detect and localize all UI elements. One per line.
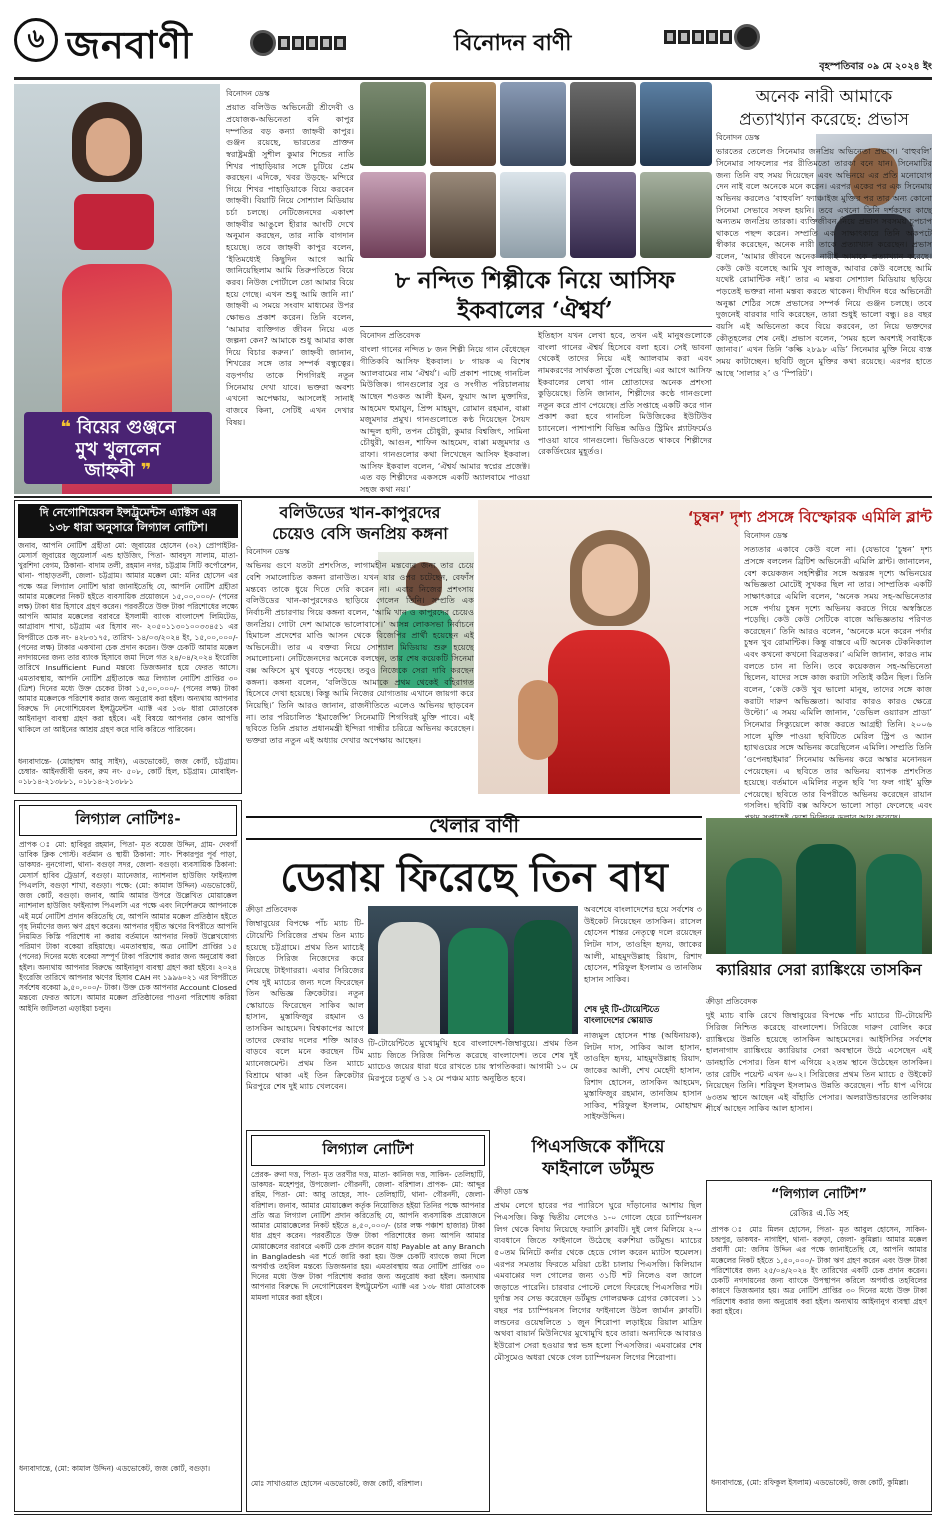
legal-notice-registered-title: “লিগ্যাল নোটিশ” xyxy=(770,1187,868,1202)
emily-headline: ‘চুম্বন’ দৃশ্য প্রসঙ্গে বিস্ফোরক এমিলি ব্লান্ট xyxy=(687,508,932,526)
film-reel-icon xyxy=(250,30,276,56)
psg-body: প্রথম লেগে হারের পর প্যারিসে ঘুরে দাঁড়ানোর আশায় ছিল পিএসজি। কিন্তু দ্বিতীয় লেগেও ১-০ গোলে হেরে চ্যাম্পিয়নস লিগ থেকে বিদায় নিয়েছে ফরাসি ক্লাবটি। দুই লেগ মিলিয়ে ২-০ ব্যবধানে জিতে ফাইনালে উঠেছে বরুশিয়া ডর্টমুন্ড। ম্যাচের ৫০তম মিনিটে কর্নার থেকে হেডে গোল করেন ম্যাটস হুমেলস। এরপর সমতায় ফিরতে মরিয়া চেষ্টা চালায় পিএসজি। কিলিয়ান এমবাপ্পের দল গোলের জন্য ৩১টি শট নিলেও বল জালে জড়াতে পারেনি। চারবার পোস্টে লেগে ফিরেছে পিএসজির শট। দুর্দান্ত সব সেভ করেছেন ডর্টমুন্ড গোলরক্ষক গ্রেগর কোবেল। ১১ বছর পর চ্যাম্পিয়নস লিগের ফাইনালে উঠল জার্মান ক্লাবটি। লন্ডনের ওয়েম্বলিতে ১ জুন শিরোপা লড়াইয়ে রিয়াল মাদ্রিদ অথবা বায়ার্ন মিউনিখের মুখোমুখি হবে তারা। অন্যদিকে আবারও ইউরোপ সেরা হওয়ার স্বপ্ন ভঙ্গ হলো পিএসজির। এমবাপ্পের শেষ মৌসুমেও অধরা থেকে গেল চ্যাম্পিয়নস লিগের শিরোপা। xyxy=(494,1200,702,1362)
kangana-body: অভিনয় গুণে যতটা প্রশংসিত, লাগামহীন মন্তব্যের জন্য তার চেয়ে বেশি সমালোচিত কঙ্গনা রানাউত। যখন যার ওপর চটেছেন, বেফাঁস মন্তব্যে তাকে ধুয়ে দিতে দেরি করেন না। এবার নিজের প্রশংসায় বলিউডের খান-কাপুরদেরও ছাড়িয়ে গেলেন তিনি। সম্প্রতি এক নির্বাচনী প্রচারণায় গিয়ে কঙ্গনা বলেন, ‘আমি খান ও কাপুরদের চেয়েও জনপ্রিয়। গোটা দেশ আমাকে ভালোবাসে।’ আসন্ন লোকসভা নির্বাচনে হিমাচল প্রদেশের মাণ্ডি আসন থেকে বিজেপির প্রার্থী হয়েছেন এই অভিনেত্রী। তার এ বক্তব্য নিয়ে সোশ্যাল মিডিয়ায় শুরু হয়েছে সমালোচনা। নেটিজেনদের অনেকে বলছেন, তার শেষ কয়েকটি সিনেমা বক্স অফিসে মুখ থুবড়ে পড়েছে। তবুও নিজেকে সেরা দাবি করছেন কঙ্গনা। কঙ্গনা বলেন, ‘বলিউডে আমাকে প্রথম থেকেই বহিরাগত হিসেবে দেখা হয়েছে। কিন্তু আমি নিজের যোগ্যতায় এখানে জায়গা করে নিয়েছি।’ তিনি আরও জানান, রাজনীতিতে এলেও অভিনয় ছাড়বেন না। তার পরিচালিত ‘ইমার্জেন্সি’ সিনেমাটি শিগগিরই মুক্তি পাবে। এই ছবিতে তিনি প্রয়াত প্রধানমন্ত্রী ইন্দিরা গান্ধীর চরিত্রে অভিনয় করেছেন। ভক্তরা তার নতুন এই অধ্যায় দেখার অপেক্ষায় আছেন। xyxy=(246,560,474,745)
legal-notice-138 xyxy=(14,500,242,794)
artist-photo xyxy=(570,172,636,258)
squad-title: শেষ দুই টি-টোয়েন্টিতে বাংলাদেশের স্কোয়াড xyxy=(584,1004,660,1026)
legal-notice-cheque-body: প্রেরক- রুনা দত্ত, পিতা- মৃত তরণীর দত্ত, মাতা- কানিজ দত্ত, সাকিন- তেলিহাটি, ডাকঘর- মহেশপুর, উপজেলা- গৌরনদী, জেলা- বরিশাল। প্রাপক- মো: আব্দুর রহিম, পিতা- মো: আবু তাহের, সাং- তেলিহাটি, থানা- গৌরনদী, জেলা- বরিশাল। জনাব, আমার মোয়াক্কেল কর্তৃক নিয়োজিত হইয়া তিনির পক্ষে আপনার প্রতি অত্র লিগ্যাল নোটিশ প্রদান করিতেছি যে, আপনি ব্যবসায়িক প্রয়োজনে আমার মোয়াক্কেলের নিকট হইতে ৪,৫০,০০০/- (চার লক্ষ পঞ্চাশ হাজার) টাকা ধার গ্রহণ করেন। পরবর্তীতে উক্ত টাকা পরিশোধের জন্য আপনি আমার মোয়াক্কেলের বরাবরে একটি চেক প্রদান করেন যাহা Payable at any Branch in Bangladesh এর শর্তে জারি করা হয়। উক্ত চেকটি ব্যাংকে জমা দিলে অপর্যাপ্ত তহবিল মন্তব্যে ডিজঅনার হয়। এমতাবস্থায় অত্র নোটিশ প্রাপ্তির ৩০ দিনের মধ্যে উক্ত টাকা পরিশোধ করার জন্য অনুরোধ করা হইল। অন্যথায় আপনার বিরুদ্ধে দি নেগোশিয়েবল ইন্সট্রুমেন্টস এ্যাক্ট এর ১৩৮ ধারা মোতাবেক মামলা দায়ের করা হইবে। xyxy=(251,1170,485,1302)
brand-logo: জনবাণী xyxy=(66,22,193,67)
legal-notice-registered xyxy=(706,1180,932,1512)
asif-col1: বিনোদন প্রতিবেদক বাংলা গানের নন্দিত ৮ জন শিল্পী নিয়ে গান বেঁধেছেন গীতিকবি আসিফ ইকবাল। ৮ গায়ক এ বিশেষ অ্যালবামের নাম ‘ঐশ্বর্য’। এটি প্রকাশ পাচ্ছে গানচিল মিউজিক। গানগুলোর সুর ও সংগীত পরিচালনায় আছেন শওকত আলী ইমন, ফুয়াদ আল মুক্তাদির, আহমেদ হুমায়ুন, প্রিন্স মাহমুদ, রোমান রহমান, বাপ্পা মজুমদার প্রমুখ। গানগুলোতে কণ্ঠ দিয়েছেন সৈয়দ আব্দুল হাদী, তপন চৌধুরী, কুমার বিশ্বজিৎ, সামিনা চৌধুরী, আগুন, শাফিন আহমেদ, বাপ্পা মজুমদার ও রাফা। গানগুলোর কথা লিখেছেন আসিফ ইকবাল। আসিফ ইকবাল বলেন, ‘ঐশ্বর্য আমার স্বপ্নের প্রজেক্ট। এত বড় শিল্পীদের একসঙ্গে একটি অ্যালবামে পাওয়া সহজ কথা নয়।’ xyxy=(360,331,530,495)
jahnvi-body: প্রয়াত বলিউড অভিনেত্রী শ্রীদেবী ও প্রযোজক-অভিনেতা বনি কাপুর দম্পতির বড় কন্যা জাহ্নবী কাপুর। গুঞ্জন রয়েছে, ভারতের প্রাক্তন স্বরাষ্ট্রমন্ত্রী সুশীল কুমার শিন্ডের নাতি শিখর পাহাড়িয়ার সঙ্গে চুটিয়ে প্রেম করছেন। এদিকে, খবর উড়ছে- মন্দিরে গিয়ে শিখর পাহাড়িয়াকে বিয়ে করবেন জাহ্নবী। বিয়াটি নিয়ে সোশ্যাল মিডিয়ায় চর্চা চলছে। নেটিজেনদের একাংশ জাহ্নবীর আঙুলে হীরার আংটি দেখে অনুমান করছেন, তার নাকি বাগদান হয়েছে। তবে জাহ্নবী কাপুর বলেন, ‘ইতিমধ্যেই কিছুদিন আগে আমি জানিয়েছিলাম আমি তিরুপতিতে বিয়ে করব। নিউজ পোর্টালে তো আমার বিয়ে হয়ে গেছে। এখন শুধু আমি জানি না।’ জাহ্নবী এ সময়ে সংবাদ মাধ্যমের উপর ক্ষোভও প্রকাশ করেন। তিনি বলেন, ‘আমার ব্যক্তিগত জীবন নিয়ে এত জল্পনা কেন? আমাকে শুধু আমার কাজ দিয়ে বিচার করুন।’ জাহ্নবী জানান, শিখরের সঙ্গে তার সম্পর্ক বন্ধুত্বের। বড়পর্দায় তাকে শিগগিরই নতুন সিনেমায় দেখা যাবে। ভক্তরা অবশ্য এখনো অপেক্ষায়, আসলেই সানাই বাজবে কিনা, সেটিই এখন দেখার বিষয়। xyxy=(226,102,354,427)
legal-notice-138-title: দি নেগোশিয়েবল ইন্সট্রুমেন্টস এ্যাক্টস এর ১৩৮ ধারা অনুসারে লিগ্যাল নোটিশ। xyxy=(18,504,238,538)
emily-body: সত্যতার একাবে কেউ বলে না। (যেভাবে ‘চুম্বন’ দৃশ্য প্রসঙ্গে বললেন ব্রিটিশ অভিনেত্রী এমিলি ব্লান্ট। জানালেন, বেশ কয়েকজন সহশিল্পীর সঙ্গে অন্তরঙ্গ দৃশ্যে অভিনয়ের অভিজ্ঞতা মোটেই সুখকর ছিল না তার। সাম্প্রতিক একটি সাক্ষাৎকারে এমিলি বলেন, ‘অনেক সময় সহ-অভিনেতার সঙ্গে পর্দায় চুম্বন দৃশ্যে অভিনয় করতে গিয়ে অস্বস্তিতে পড়েছি। কেউ কেউ সেটিকে বাজে অভিজ্ঞতায় পরিণত করেছেন।’ তিনি আরও বলেন, ‘অনেকে মনে করেন পর্দার চুম্বন খুব রোমান্টিক। কিন্তু বাস্তবে এটি অনেক টেকনিক্যাল এবং কখনো কখনো বিব্রতকর।’ এমিলি জানান, কারও নাম বলতে চান না তিনি। তবে কয়েকজন সহ-অভিনেতা ছিলেন, যাদের সঙ্গে কাজ করাটা সত্যিই কঠিন ছিল। তিনি বলেন, ‘কেউ কেউ খুব ভালো মানুষ, তাদের সঙ্গে কাজ করাটা দারুণ অভিজ্ঞতা। আবার কারও কারও ক্ষেত্রে উল্টো।’ এ সময় এমিলি জানান, ‘ডেভিল ওয়্যারস প্রাডা’ সিনেমার সিক্যুয়েলে কাজ করতে আগ্রহী তিনি। ২০০৬ সালে মুক্তি পাওয়া ছবিটিতে মেরিল স্ট্রিপ ও অ্যান হ্যাথওয়ের সঙ্গে অভিনয় করেছিলেন এমিলি। সম্প্রতি তিনি ‘ওপেনহাইমার’ সিনেমায় অভিনয় করে অস্কার মনোনয়ন পেয়েছেন। এ ছবিতে তার অভিনয় ব্যাপক প্রশংসিত হয়েছে। বর্তমানে এমিলির নতুন ছবি ‘দ্য ফল গাই’ মুক্তি পেয়েছে। ছবিতে তার বিপরীতে অভিনয় করেছেন রায়ান গসলিং। ছবিটি বক্স অফিসে ভালো সাড়া ফেলেছে এবং xyxy=(744,544,932,811)
artist-photo xyxy=(360,172,426,258)
asif-col2: ইতিহাস যখন লেখা হবে, তখন এই মানুষগুলোকে বাংলা গানের ঐশ্বর্য হিসেবে বলা হবে। সেই ভাবনা থেকেই তাদের নিয়ে এই অ্যালবাম করা এবং নামকরণের সার্থকতা খুঁজে পেয়েছি। এর আগে আসিফ ইকবালের লেখা গান শ্রোতাদের অনেক প্রশংসা কুড়িয়েছে। তিনি জানান, শিল্পীদের কণ্ঠে গানগুলো নতুন করে প্রাণ পেয়েছে। প্রতি সপ্তাহে একটি করে গান প্রকাশ করা হবে গানচিল মিউজিকের ইউটিউব চ্যানেলে। পাশাপাশি বিভিন্ন অডিও স্ট্রিমিং প্ল্যাটফর্মেও পাওয়া যাবে গানগুলো। ভিডিওতে থাকবে শিল্পীদের রেকর্ডিংয়ের মুহূর্তও। xyxy=(538,330,712,457)
artist-photo xyxy=(430,172,496,258)
asif-rule xyxy=(360,326,712,327)
jahnvi-caption-box: ❝ বিয়ের গুঞ্জনে মুখ খুললেন জাহ্নবী ❞ xyxy=(24,412,212,484)
sports-col2: টি-টোয়েন্টিতে মুখোমুখি হবে বাংলাদেশ-জিম্বাবুয়ে। প্রথম তিন ম্যাচ জিতে সিরিজ নিশ্চিত করেছে বাংলাদেশ। তবে শেষ দুই ম্যাচেও জয়ের ধারা ধরে রাখতে চায় স্বাগতিকরা। আগামী ১০ মে মিরপুরে চতুর্থ ও ১২ মে পঞ্চম ম্যাচ অনুষ্ঠিত হবে। xyxy=(368,1038,578,1083)
legal-notice-nhf-body: প্রাপক ঃ মো: হাবিবুর রহমান, পিতা- মৃত বয়েজ উদ্দিন, গ্রাম- দেবগাঁ ডাবিক ক্লিক পোস্ট। বর্তমান ও স্থায়ী ঠিকানা: সাং- শিকারপুর পূর্ব পাড়া, ডাকঘর- নুনগোলা, থানা- বগুড়া সদর, জেলা- বগুড়া। ব্যবসায়িক ঠিকানা: মেসার্স হাবিব ট্রেডার্স, বগুড়া। ম্যানেজার, ন্যাশনাল হাউজিং ফাইন্যান্স পিএলসি, বগুড়া শাখা, বগুড়া। পক্ষে: (মো: কামাল উদ্দিন) এডভোকেট, জজ কোর্ট, বগুড়া। জনাব, আমি আমার উপরে উল্লেখিত মোয়াক্কেল ন্যাশনাল হাউজিং ফাইন্যান্স পিএলসি এর পক্ষে এবং নির্দেশক্রমে আপনাকে এই মর্মে নোটিশ প্রদান করিতেছি যে, আপনি আমার মক্কেল প্রতিষ্ঠান হইতে গৃহ নির্মাণের জন্য ঋণ গ্রহণ করেন। আপনার গৃহীত ঋণের বিপরীতে আপনি নিয়মিত কিস্তি পরিশোধ না করায় বর্তমানে আপনার নিকট উল্লেখযোগ্য পরিমাণ টাকা বকেয়া রহিয়াছে। এমতাবস্থায়, অত্র নোটিশ প্রাপ্তির ১৫ (পনের) দিনের মধ্যে বকেয়া সম্পূর্ণ টাকা পরিশোধ করার জন্য অনুরোধ করা হইল। অন্যথায় আপনার বিরুদ্ধে আইনানুগ ব্যবস্থা গ্রহণ করা হইবে। ২০২৪ ইংরেজি তারিখে আপনার ঋণের হিসাব CAH নং ১৯৯৬০২১ এর বিপরীতে সর্বশেষ বকেয়া ৯,৫০,০০০/- টাকা। উক্ত চেক আপনার Account Closed মন্তব্যে ফেরত আসে। আমার মক্কেল প্রতিষ্ঠানের পাওনা পরিশোধ করিয়া আইনি জটিলতা এড়াইয়া চলুন। xyxy=(19,840,237,1013)
artist-photo xyxy=(640,172,712,258)
prabhas-article xyxy=(716,132,932,494)
kangana-article xyxy=(246,546,474,794)
issue-date: বৃহস্পতিবার ০৯ মে ২০২৪ ইং xyxy=(819,61,932,72)
section-title: বিনোদন বাণী xyxy=(454,31,572,56)
taskin-body: দুই ম্যাচ বাকি রেখে জিম্বাবুয়ের বিপক্ষে পাঁচ ম্যাচের টি-টোয়েন্টি সিরিজ নিশ্চিত করেছে বাংলাদেশ। সিরিজে দারুণ বোলিং করে র‌্যাঙ্কিংয়ে উন্নতি হয়েছে তাসকিন আহমেদের। আইসিসির সর্বশেষ হালনাগাদ র‌্যাঙ্কিংয়ে ক্যারিয়ার সেরা অবস্থানে উঠে এসেছেন এই ডানহাতি পেসার। তিন ধাপ এগিয়ে ২২তম স্থানে উঠেছেন তাসকিন। তার রেটিং পয়েন্ট এখন ৬০২। সিরিজের প্রথম তিন ম্যাচে ৫ উইকেট নিয়েছেন তিনি। শরিফুল ইসলামও উন্নতি করেছেন। পাঁচ ধাপ এগিয়ে ৬৩তম স্থানে আছেন এই বাঁহাতি পেসার। অলরাউন্ডারদের তালিকায় শীর্ষে আছেন সাকিব আল হাসান। xyxy=(706,1010,932,1114)
masthead xyxy=(14,12,932,74)
row1-rule xyxy=(14,496,932,498)
prabhas-headline: অনেক নারী আমাকে প্রত্যাখ্যান করেছে: প্রভাস xyxy=(739,87,909,130)
film-reel-icon xyxy=(734,24,760,50)
sports-byline: ক্রীড়া প্রতিবেদক xyxy=(246,905,298,914)
emily-byline: বিনোদন ডেস্ক xyxy=(744,531,788,540)
kangana-byline: বিনোদন ডেস্ক xyxy=(246,547,290,556)
prabhas-byline: বিনোদন ডেস্ক xyxy=(716,133,760,142)
psg-byline: ক্রীড়া ডেস্ক xyxy=(494,1187,529,1196)
legal-notice-nhf xyxy=(14,800,242,1512)
legal-notice-registered-subtitle: রেজিঃ এ.ডি সহ xyxy=(789,1209,849,1219)
page-number-badge xyxy=(14,18,58,62)
sports-main-headline: ডেরায় ফিরেছে তিন বাঘ xyxy=(280,854,668,901)
sports-banner: খেলার বাণী xyxy=(246,816,702,840)
legal-notice-138-body: জনাব, আপনি নোটিশ গ্রহীতা মো: জুবায়ের হোসেন (৩২) প্রোপাইটর- মেসার্স জুবায়ের জুয়েলার্স এন্ড হাউজিং, পিতা- আবদুস সালাম, মাতা- খুরশিদা বেগম, ঠিকানা- বাদাম তলী, রহমান নগর, চট্টগ্রাম সিটি কর্পোরেশন, থানা- পাহাড়তলী, জেলা- চট্টগ্রাম। আমার মক্কেল মো: মনির হোসেন এর পক্ষে অত্র লিগ্যাল নোটিশ দ্বারা জানাইতেছি যে, আপনি নোটিশ গ্রহীতা আমার মক্কেলের নিকট হইতে ব্যবসায়িক প্রয়োজনে ১৫,০০,০০০/- (পনের লক্ষ) টাকা ধার হিসাবে গ্রহণ করেন। পরবর্তীতে উক্ত টাকা পরিশোধের লক্ষ্যে আপনি আমার মক্কেলের বরাবরে ইসলামী ব্যাংক বাংলাদেশ লিমিটেড, আগ্রাবাদ শাখা, চট্টগ্রাম এর হিসাব নং- ২০৫০১১৩০১০০৩৩৪৫১ এর বিপরীতে চেক নং- ৪২৮৩১৭৫, তারিখ- ১৪/০৩/২০২৪ ইং, ১৫,০০,০০০/- (পনের লক্ষ) টাকার একখানা চেক প্রদান করেন। উক্ত চেকটি আমার মক্কেল নগদায়নের জন্য তার ব্যাংক হিসাবে জমা দিলে গত ২৪/০৪/২০২৪ ইংরেজি তারিখে Insufficient Fund মন্তব্যে ডিজঅনার হয়ে ফেরত আসে। এমতাবস্থায়, আপনি নোটিশ গ্রহীতাকে অত্র লিগ্যাল নোটিশ প্রাপ্তির ৩০ (ত্রিশ) দিনের মধ্যে উক্ত চেকের টাকা ১৫,০০,০০০/- (পনের লক্ষ) টাকা আমার মক্কেলকে পরিশোধ করার জন্য অনুরোধ করা হইল। অন্যথায় আপনার বিরুদ্ধে দি নেগোশিয়েবল ইন্সট্রুমেন্টস এ্যাক্ট এর ১৩৮ ধারা মোতাবেক আইনানুগ ব্যবস্থা গ্রহণ করা হইবে। এই বিষয়ে আপনার কোন আপত্তি থাকিলে তা আইনের আশ্রয় গ্রহণ করে দাবি করিতে পারিবেন। xyxy=(18,540,238,734)
jahnvi-article xyxy=(226,88,354,494)
filmstrip-left-icon xyxy=(250,30,346,56)
artist-photo xyxy=(360,82,426,166)
squad-list: নাজমুল হোসেন শান্ত (অধিনায়ক), লিটন দাস, সাকিব আল হাসান, তাওহিদ হৃদয়, মাহমুদউল্লাহ রিয়াদ, জাকের আলী, শেখ মেহেদী হাসান, রিশাদ হোসেন, তাসকিন আহমেদ, মুস্তাফিজুর রহমান, তানজিম হাসান সাকিব, শরিফুল ইসলাম, মোহাম্মদ সাইফউদ্দিন। xyxy=(584,1030,702,1122)
quote-open-icon: ❝ xyxy=(60,417,78,438)
artist-photo xyxy=(500,82,566,166)
legal-notice-nhf-footer: ধন্যবাদান্তে, (মো: কামাল উদ্দিন) এডভোকেট, জজ কোর্ট, বগুড়া। xyxy=(19,1464,210,1473)
kangana-headline: বলিউডের খান-কাপুরদের চেয়েও বেসি জনপ্রিয় কঙ্গনা xyxy=(272,503,448,544)
quote-close-icon: ❞ xyxy=(134,460,152,482)
page-number: ৬ xyxy=(27,24,45,54)
artist-photo xyxy=(570,82,636,166)
legal-notice-nhf-title: লিগ্যাল নোটিশঃ- xyxy=(19,805,237,836)
artist-photo xyxy=(500,172,566,258)
legal-notice-cheque xyxy=(246,1130,490,1512)
psg-headline: পিএসজিকে কাঁদিয়ে ফাইনালে ডর্টমুন্ড xyxy=(531,1137,665,1180)
masthead-rule xyxy=(14,77,932,80)
prabhas-body: ভারতের তেলেগু সিনেমার জনপ্রিয় অভিনেতা প্রভাস। ‘বাহুবলি’ সিনেমার সাফল্যের পর রীতিমতো তারকা বনে যান। সিনেমাটির জন্য তিনি বহু সময় দিয়েছেন এবং অভিনয়ে এর প্রতি মনোযোগ দেন নাই বলে অনেকে মনে করেন। এরপর একের পর এক সিনেমায় অভিনয় করলেও ‘বাহুবলি’ ফ্যাঞ্চাইজ মুক্তির পর তার অন্য কোনো সিনেমা সেভাবে সফল হয়নি। তবে এখনো তিনি দর্শকদের কাছে অন্যতম জনপ্রিয় তারকা। ব্যক্তিজীবন নিয়ে প্রভাস সবসময় চুপচাপ থাকতে পছন্দ করেন। সম্প্রতি এক সাক্ষাৎকারে তিনি অকপটে স্বীকার করেছেন, অনেক নারী তাকে প্রত্যাখ্যান করেছেন। প্রভাস বলেন, ‘আমার জীবনে অনেক নারীই আমাকে প্রত্যাখ্যান করেছে। কেউ কেউ বলেছে আমি খুব লাজুক, আবার কেউ বলেছে আমি যথেষ্ট রোমান্টিক নই।’ তার এ মন্তব্য সোশ্যাল মিডিয়ায় ছড়িয়ে পড়তেই ভক্তরা নানা মন্তব্য করতে থাকেন। দীর্ঘদিন ধরে অভিনেত্রী অনুষ্কা শেঠির সঙ্গে প্রভাসের সম্পর্ক নিয়ে গুঞ্জন চলছে। তবে দুজনেই বারবার দাবি করেছেন, তারা শুধুই ভালো বন্ধু। ৪৪ বছর বয়সি এই অভিনেতা কবে বিয়ে করবেন, তা নিয়ে ভক্তদের কৌতূহলের শেষ নেই। প্রভাস বলেন, ‘সময় হলে অবশ্যই সবাইকে জানাব।’ এখন তিনি ‘কল্কি ২৮৯৮ এডি’ সিনেমার মুক্তি নিয়ে ব্যস্ত সময় কাটাচ্ছেন। ছবিটি জুনে মুক্তির কথা রয়েছে। এরপর হাতে আছে ‘সালার ২’ ও ‘স্পিরিট’। xyxy=(716,146,932,378)
artist-photo xyxy=(640,82,712,166)
taskin-article xyxy=(706,996,932,1176)
legal-notice-138-footer: ধন্যবাদান্তে- (মোহাম্মদ আবু সাইদ), এডভোকেট, জজ কোর্ট, চট্টগ্রাম। চেম্বার- আইনজীবী ভবন, রুম নং- ৫০৮, কোর্ট হিল, চট্টগ্রাম। মোবাইল- ০১৮১৪-২১৩৮৮১, ০১৮১৪-২১৩৮৮১ xyxy=(18,756,238,787)
taskin-headline: ক্যারিয়ার সেরা র‌্যাঙ্কিংয়ে তাসকিন xyxy=(716,960,922,979)
asif-artist-grid xyxy=(360,82,712,260)
psg-article xyxy=(494,1186,702,1512)
taskin-byline: ক্রীড়া প্রতিবেদক xyxy=(706,997,758,1006)
legal-notice-registered-body: প্রাপক ঃ মোঃ মিলন হোসেন, পিতা- মৃত আবুল হোসেন, সাকিন- চন্দ্রপুর, ডাকঘর- নাগাইশ, থানা- বরুড়া, জেলা- কুমিল্লা। আমার মক্কেল প্রবাসী মো: জসিম উদ্দিন এর পক্ষে জানাইতেছি যে, আপনি আমার মক্কেলের নিকট হইতে ১,৫০,০০০/- টাকা ঋণ গ্রহণ করেন এবং উক্ত টাকা পরিশোধের জন্য ২৫/০৪/২০২৪ ইং তারিখের একটি চেক প্রদান করেন। চেকটি নগদায়নের জন্য ব্যাংকে উপস্থাপন করিলে অপর্যাপ্ত তহবিলের কারণে ডিজঅনার হয়। অত্র নোটিশ প্রাপ্তির ৩০ দিনের মধ্যে উক্ত টাকা পরিশোধ করার জন্য অনুরোধ করা হইল। অন্যথায় আইনানুগ ব্যবস্থা গ্রহণ করা হইবে। xyxy=(711,1225,927,1316)
sports-col1: ক্রীড়া প্রতিবেদক জিম্বাবুয়ের বিপক্ষে পাঁচ ম্যাচ টি-টোয়েন্টি সিরিজের প্রথম তিন ম্যাচ হয়েছে চট্টগ্রামে। প্রথম তিন ম্যাচেই জিতে সিরিজ নিজেদের করে নিয়েছে টাইগাররা। এবার সিরিজের শেষ দুই ম্যাচের জন্য দলে ফিরেছেন তিন অভিজ্ঞ ক্রিকেটার। নতুন স্কোয়াডে ফিরেছেন সাকিব আল হাসান, মুস্তাফিজুর রহমান ও তাসকিন আহমেদ। বিশ্বকাপের আগে তাদের ফেরায় দলের শক্তি আরও বাড়বে বলে মনে করছেন টিম ম্যানেজমেন্ট। প্রথম তিন ম্যাচে বিশ্রামে থাকা এই তিন ক্রিকেটার মিরপুরে শেষ দুই ম্যাচ খেলবেন। xyxy=(246,905,364,1092)
bangladesh-team-photo xyxy=(706,818,932,954)
legal-notice-cheque-footer: মোঃ সাখাওয়াত হোসেন এডভোকেট, জজ কোর্ট, বরিশাল। xyxy=(251,1479,423,1488)
artist-photo xyxy=(430,82,496,166)
page-bottom-rule xyxy=(14,1514,932,1515)
asif-byline: বিনোদন প্রতিবেদক xyxy=(360,331,421,340)
sports-col3: অবশেষে বাংলাদেশের হয়ে সর্বশেষ ৩ উইকেট নিয়েছেন তাসকিন। রাসেল হোসেন শান্তর নেতৃত্বে দলে রয়েছেন লিটন দাস, তাওহিদ হৃদয়, জাকের আলী, মাহমুদউল্লাহ রিয়াদ, রিশাদ হোসেন, শরিফুল ইসলাম ও তানজিম হাসান সাকিব। xyxy=(584,904,702,984)
legal-notice-registered-footer: ধন্যবাদান্তে, (মো: রফিকুল ইসলাম) এডভোকেট, জজ কোর্ট, কুমিল্লা। xyxy=(711,1478,909,1487)
filmstrip-right-icon xyxy=(664,24,760,50)
asif-headline: ৮ নন্দিত শিল্পীকে নিয়ে আসিফ ইকবালের ‘ঐশ্বর্য’ xyxy=(394,267,675,325)
emily-article xyxy=(744,530,932,811)
cricketers-photo xyxy=(368,906,578,1034)
legal-notice-cheque-title: লিগ্যাল নোটিশ xyxy=(251,1135,485,1166)
jahnvi-byline: বিনোদন ডেস্ক xyxy=(226,89,270,98)
emily-photo xyxy=(478,500,740,794)
